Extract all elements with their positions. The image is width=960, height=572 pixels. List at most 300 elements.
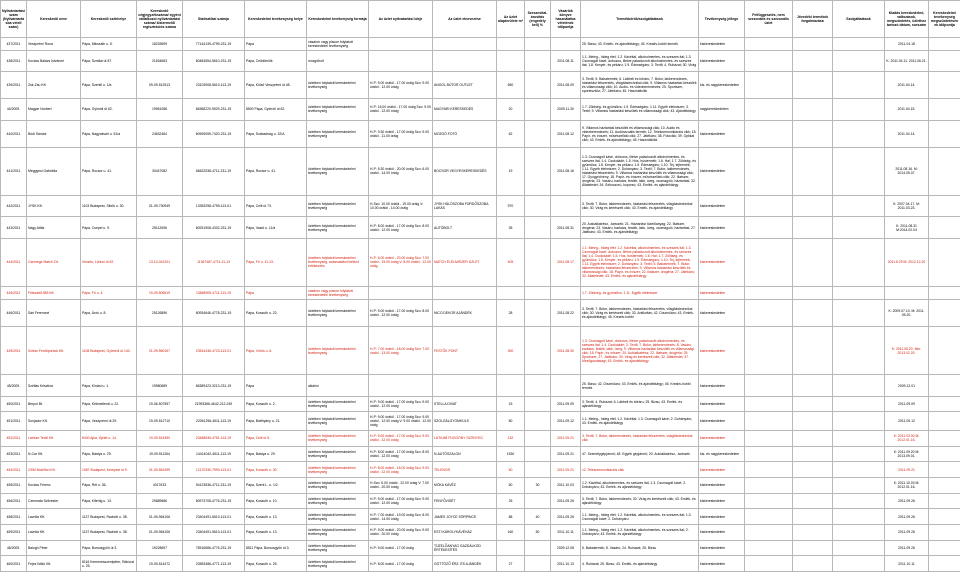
- table-cell: JAMES JOYCE SÖRPINCE: [433, 509, 497, 525]
- table-cell: Bódi Sándor: [27, 120, 81, 147]
- table-cell: H-P: 8.00 órától - 17.00 óráig Szo: 8.00 órától - 12.00 óráig: [369, 446, 433, 462]
- table-cell: 25. Bizsu; 42. Díszműáru; 43. Emlék- és ajándéktárgy; 45. Kreatív-hobbi termék: [581, 375, 699, 396]
- table-cell: [433, 38, 497, 51]
- table-cell: 444/2011: [1, 238, 27, 286]
- table-row: [1, 396, 960, 412]
- col-header: Kereskedő neve: [27, 1, 81, 38]
- table-cell: TÜZELŐANYAG GAZDÁLKOD ÉRTÉKESÍTÉS: [433, 540, 497, 556]
- table-cell: Széllás Krisztina: [27, 375, 81, 396]
- table-cell: 25: [497, 493, 525, 509]
- table-cell: [793, 493, 833, 509]
- table-cell: 2011.04.18: [885, 38, 929, 51]
- table-cell: Pápa, Gyimóti út 62.: [81, 99, 137, 120]
- table-cell: 01-09-964106: [137, 509, 183, 525]
- col-header: Felfüggesztés, nem szezonális és szezonális üzlet: [745, 1, 793, 38]
- table-cell: Pápa, Kinizsi u. 1.: [81, 375, 137, 396]
- table-cell: [525, 299, 551, 326]
- table-cell: H-P: 9.30 órától - 17.00 óráig Szo: 9.00 órától - 11.00 óráig: [369, 120, 433, 147]
- table-cell: [369, 287, 433, 300]
- table-cell: [833, 493, 885, 509]
- table-cell: [745, 493, 793, 509]
- table-cell: Pápa, Vasút u. 11/a: [245, 217, 307, 238]
- table-cell: 970: [497, 196, 525, 217]
- table-cell: Pápa, Szabadság u. 32/A: [245, 120, 307, 147]
- table-cell: kiskereskedelem: [699, 477, 745, 493]
- table-cell: kis- és nagykereskedelem: [699, 72, 745, 99]
- table-cell: 75516686-4776-231-19: [183, 540, 245, 556]
- table-cell: Lavnita Kft.: [27, 509, 81, 525]
- table-cell: 437/2011: [1, 38, 27, 51]
- table-cell: [525, 287, 551, 300]
- table-cell: [929, 430, 960, 446]
- table-cell: [929, 477, 960, 493]
- table-cell: 439/2011: [1, 72, 27, 99]
- table-cell: 13668905-4711-113-19: [183, 287, 245, 300]
- table-cell: 24632484: [137, 120, 183, 147]
- col-header: Nyilvántartási szám (Nyilvántartásba vételi szám): [1, 1, 27, 38]
- table-cell: 2011.10.13: [551, 556, 581, 572]
- table-cell: kiskereskedelem: [699, 287, 745, 300]
- table-cell: [497, 540, 525, 556]
- table-cell: Sziesz Ferdőpontok Kft.: [27, 327, 81, 375]
- table-cell: 23468636-4751-113-19: [183, 430, 245, 446]
- table-cell: 8511 Pápa, Borsosgyőri út 3.: [245, 540, 307, 556]
- table-cell: H-P: 9.00 órától - 17.00 óráig Szo: 9.00 órától - 12.00 óráig: [369, 493, 433, 509]
- table-cell: [793, 446, 833, 462]
- table-cell: [929, 147, 960, 195]
- table-cell: [551, 287, 581, 300]
- table-cell: [793, 72, 833, 99]
- table-cell: 300: [497, 327, 525, 375]
- table-cell: [929, 287, 960, 300]
- table-cell: [497, 375, 525, 396]
- table-cell: [833, 462, 885, 478]
- table-row: [1, 217, 960, 238]
- table-cell: [833, 217, 885, 238]
- table-cell: [497, 50, 525, 71]
- table-cell: 27: [497, 556, 525, 572]
- table-cell: [745, 299, 793, 326]
- table-row: [1, 412, 960, 431]
- table-cell: [433, 287, 497, 300]
- table-cell: 25112696: [137, 217, 183, 238]
- table-cell: 35: [497, 217, 525, 238]
- table-cell: [833, 446, 885, 462]
- table-cell: H-P: 5.30 órától - 20.00 óráig Szo: 6.00 órától - 14.00 óráig: [369, 147, 433, 195]
- table-cell: [793, 396, 833, 412]
- table-cell: [833, 477, 885, 493]
- table-cell: 77144139-4799-231-19: [183, 38, 245, 51]
- col-header: Termékkörök/szolgáltatások: [581, 1, 699, 38]
- table-cell: [833, 99, 885, 120]
- table-cell: Pápa, Kossuth u. 30.: [245, 462, 307, 478]
- table-cell: 1103 Budapest, Sibrik u. 30.: [81, 196, 137, 217]
- table-cell: [929, 99, 960, 120]
- header-row: [1, 1, 960, 38]
- table-cell: Pápa, Celldömölk: [245, 50, 307, 71]
- table-cell: üzletben folytatott kereskedelmi tevékenység: [307, 72, 369, 99]
- table-cell: 4. Ruházat; 25. Bizsu; 43. Emlék- és ajándéktárgy: [581, 556, 699, 572]
- table-cell: 8500 Pápa, Gyimóti út 62.: [245, 99, 307, 120]
- col-header: Kereskedelmi tevékenység helye: [245, 1, 307, 38]
- table-cell: [833, 196, 885, 217]
- table-cell: kiskereskedelem: [699, 462, 745, 478]
- table-cell: [745, 540, 793, 556]
- table-cell: üzletben folytatott kereskedelmi tevékenység: [307, 147, 369, 195]
- col-header: Szolgáltatások: [833, 1, 885, 38]
- table-cell: 19: [497, 147, 525, 195]
- table-cell: [745, 120, 793, 147]
- table-row: [1, 38, 960, 51]
- table-cell: Kovács Ferenc: [27, 477, 81, 493]
- table-cell: 19-09-506519: [137, 287, 183, 300]
- table-cell: 62: [497, 120, 525, 147]
- table-cell: JYSK HÁLÓSZOBA FÜRDŐSZOBA LAKÁS: [433, 196, 497, 217]
- table-row: [1, 99, 960, 120]
- table-cell: üzletben folytatott kereskedelmi tevékenység: [307, 327, 369, 375]
- table-cell: ANGOL BÚTOR OUTLET: [433, 72, 497, 99]
- table-cell: N-AUTÓSZALON: [433, 446, 497, 462]
- table-cell: Pápa, Szmilai út 87.: [81, 50, 137, 71]
- table-cell: 12170330-7990-113-01: [183, 462, 245, 478]
- table-row: [1, 327, 960, 375]
- table-cell: 46/2009.: [1, 540, 27, 556]
- table-cell: 01-09-960157: [137, 327, 183, 375]
- table-row: [1, 524, 960, 540]
- table-cell: K: 2011.10.03 M: 2012.01.16.: [885, 477, 929, 493]
- table-cell: [793, 462, 833, 478]
- table-cell: kiskereskedelem: [699, 238, 745, 286]
- table-cell: 13353298-4759-113-01: [183, 196, 245, 217]
- table-cell: 5. Babatermék; 8. Vasáru; 24. Ruházat; 25. Bizsu: [581, 540, 699, 556]
- table-cell: [525, 38, 551, 51]
- table-cell: [525, 462, 551, 478]
- table-cell: nagykereskedelem: [699, 99, 745, 120]
- table-cell: kiskereskedelem: [699, 120, 745, 147]
- table-cell: [525, 493, 551, 509]
- table-cell: [551, 38, 581, 51]
- table-cell: 2011.10.03: [551, 477, 581, 493]
- table-cell: K: 2011.05.20. Mm: 2013.02.20.: [885, 327, 929, 375]
- table-cell: [745, 99, 793, 120]
- table-cell: kis- és nagykereskedelem: [699, 446, 745, 462]
- table-cell: [369, 38, 433, 51]
- table-cell: alkalmi: [307, 375, 369, 396]
- table-row: [1, 287, 960, 300]
- table-cell: 50: [497, 462, 525, 478]
- table-cell: [929, 524, 960, 540]
- table-cell: 160: [497, 524, 525, 540]
- table-cell: 60973708-4776-231-19: [183, 493, 245, 509]
- table-cell: BOCSOR VEGYESKERESKEDÉS: [433, 147, 497, 195]
- table-cell: 3. Textil; 7. Bútor, lakberendezés, háztartási felszerelés, világítástechnikai cikk: [581, 430, 699, 446]
- col-header: Vásárlók könyve használatba vételének időpontja: [551, 1, 581, 38]
- table-cell: Csemege Match Zrt.: [27, 238, 81, 286]
- table-cell: [929, 540, 960, 556]
- table-cell: 1108 Budapest, Gyömrői út 140.: [81, 327, 137, 375]
- table-cell: [929, 120, 960, 147]
- table-cell: [551, 375, 581, 396]
- table-cell: H-P: 8.00 órától - 17.00 óráig: [369, 556, 433, 572]
- table-cell: 23553486-4771-113-19: [183, 556, 245, 572]
- table-cell: Pápa, Kossuth u. 2.: [245, 396, 307, 412]
- table-cell: JYSK Kft.: [27, 196, 81, 217]
- table-cell: 451/2011: [1, 412, 27, 431]
- table-cell: ESTI KÁROLYKÁVÉHÁZ: [433, 524, 497, 540]
- table-cell: [433, 375, 497, 396]
- table-cell: [929, 196, 960, 217]
- table-cell: 2009.11.30: [551, 99, 581, 120]
- table-cell: [745, 72, 793, 99]
- table-cell: [745, 217, 793, 238]
- table-cell: Pápa, Kékmetlerdi u. 22.: [81, 396, 137, 412]
- table-cell: [525, 217, 551, 238]
- table-row: [1, 72, 960, 99]
- table-cell: [497, 287, 525, 300]
- table-cell: 23404491-5610-113-01: [183, 524, 245, 540]
- table-cell: [793, 540, 833, 556]
- table-cell: [833, 72, 885, 99]
- table-cell: NICO DEKOR AJÁNDÉK: [433, 299, 497, 326]
- table-cell: [525, 412, 551, 431]
- table-cell: 60931908-4332-231-19: [183, 217, 245, 238]
- table-cell: Fritsvadi1983 Kft.: [27, 287, 81, 300]
- table-cell: [497, 38, 525, 51]
- table-cell: kiskereskedelem: [699, 524, 745, 540]
- col-header: Az üzlet nyitvatartási ideje: [369, 1, 433, 38]
- table-cell: [929, 412, 960, 431]
- table-cell: kiskereskedelem: [699, 540, 745, 556]
- table-cell: 2011.09.21: [885, 462, 929, 478]
- table-cell: 459/2011: [1, 524, 27, 540]
- table-cell: MATCH ÉLELMISZER ÜZLET: [433, 238, 497, 286]
- table-cell: 22061256-4511-113-19: [183, 412, 245, 431]
- table-cell: MÓKA KÁVÉZ: [433, 477, 497, 493]
- table-cell: 2011.08.12: [551, 120, 581, 147]
- table-cell: 8400 Ajka, Újélet u. 14.: [81, 430, 137, 446]
- table-cell: 405: [497, 238, 525, 286]
- table-cell: [929, 375, 960, 396]
- table-cell: 28: [497, 299, 525, 326]
- table-row: [1, 196, 960, 217]
- table-cell: 1.3. Csomagolt kávé, dobozos, illetve palackozott alkoholmentes- és szeszes ital; 1.4. Csokoládé; 3. Textil; 7. Bútor, lakberendezés; 8. Vasáru, barkács, festék, lakk, üveg; 9. Villamos háztartási készülék és villamossági cikk; 18. Papír- és írószer; 20. Autóalkatrész; 22. Illatszer, drogéria; 25. Sportszer; 27. Játékáru; 30. Virág és kertészeti cikk; 32. Állateledel; 37. Mezőgazdasági; 43. Emlék- és ajándéktárgy: [581, 327, 699, 375]
- table-cell: 60905059-7420-231-19: [183, 120, 245, 147]
- table-cell: [745, 524, 793, 540]
- table-cell: [551, 196, 581, 217]
- table-cell: Pápa, Bástya u. 29.: [245, 446, 307, 462]
- table-cell: 54123536-4711-231-19: [183, 477, 245, 493]
- table-cell: [929, 556, 960, 572]
- table-cell: 13-10-041201: [137, 238, 183, 286]
- table-cell: üzletben folytatott kereskedelmi tevékenység: [307, 217, 369, 238]
- table-cell: 3. Textil; 7. Bútor, lakberendezés, háztartási felszerelés, világítástechnikai cikk; 30. Virág és kertészeti cikk; 33. Antikvitás; 42. Díszműáru; 43. Emlék- és ajándéktárgy; 45. Kreatív-hobbi: [581, 299, 699, 326]
- table-cell: [745, 446, 793, 462]
- table-cell: Pápa, Mikszáth u. 5.: [81, 38, 137, 51]
- table-cell: [793, 327, 833, 375]
- table-cell: K: 2011.04.11. 2011.06.21.: [885, 50, 929, 71]
- table-cell: 2011.10.11: [885, 556, 929, 572]
- table-cell: 09-09-512513: [137, 72, 183, 99]
- table-cell: K: 2009.07.10. M: 2011. 05.20.: [885, 299, 929, 326]
- table-row: [1, 509, 960, 525]
- table-cell: üzletben folytatott kereskedelmi tevékenység: [307, 412, 369, 431]
- table-cell: 1137 Budapest, Radnóti u. 38.: [81, 509, 137, 525]
- table-cell: Pápa, Csepel u. 9.: [81, 217, 137, 238]
- table-cell: 30: [525, 477, 551, 493]
- table-cell: 2011.09.26: [885, 493, 929, 509]
- table-cell: K: 2011.08.31 M:2014.02.04: [885, 217, 929, 238]
- table-cell: H-Szo: 6.00 órától - 22.00 óráig V: 7.00 órától - 20.00 óráig: [369, 477, 433, 493]
- table-cell: 1.7. Zöldség- és gyümölcs; 1.9. Édességáru; 1.11. Egyéb élelmiszer; 3. Textil; 9. Villamos háztartási készülék és villamossági cikk; 43. Ajándéktárgy: [581, 99, 699, 120]
- table-cell: FESTŐK PONT: [433, 327, 497, 375]
- table-cell: K: 2011.03.00 M: 2012.01.16.: [885, 430, 929, 446]
- table-cell: üzletben folytatott kereskedelmi tevékenység: [307, 556, 369, 572]
- table-cell: H-P: 7.00 órától - 18.00 óráig Szo: 7.00 órától - 13.00 óráig: [369, 327, 433, 375]
- table-cell: 1.1. Meleg-, hideg étel; 1.2. Kávéital; 1.3. Csomagolt kávé; 2. Dohányáru; 43. Emlék- és ajándéktárgy: [581, 412, 699, 431]
- table-cell: Magyar Norbert: [27, 99, 81, 120]
- table-cell: 4017633: [137, 477, 183, 493]
- table-cell: [525, 327, 551, 375]
- table-cell: [793, 50, 833, 71]
- table-cell: 2011.09.21: [551, 446, 581, 462]
- table-cell: H-P: 9.00 órától - 17.00 óráig Szo: 9.00 órától - 12.00 óráig: [369, 430, 433, 446]
- table-cell: kiskereskedelem: [699, 509, 745, 525]
- table-cell: Pápa, Kossuth u. 25.: [245, 556, 307, 572]
- table-cell: 2011.09.26: [885, 524, 929, 540]
- table-cell: 47. Személygépjármű; 48. Egyéb gépjármű; 20. Autóalkatrész, -tartozék: [581, 446, 699, 462]
- table-cell: 30447082: [137, 147, 183, 195]
- table-cell: [929, 299, 960, 326]
- table-cell: MOZGÓ FOTÓ: [433, 120, 497, 147]
- table-cell: [745, 287, 793, 300]
- table-cell: Pápa, Szent L. u. 1/2.: [245, 477, 307, 493]
- table-cell: Nagy Attila: [27, 217, 81, 238]
- table-cell: 2011.04.15.: [885, 99, 929, 120]
- table-cell: 19-09-514472: [137, 556, 183, 572]
- table-cell: 60484554-5610-231-19: [183, 50, 245, 71]
- table-cell: [833, 524, 885, 540]
- table-cell: [745, 477, 793, 493]
- table-cell: [833, 540, 885, 556]
- table-cell: 21993366-4642-212-249: [183, 396, 245, 412]
- table-cell: 3. Textil; 5. Babatermék; 6. Lábbeli és bőráru; 7. Bútor, lakberendezés, háztartási felszerelés, világítástechnikai cikk; 9. Villamos háztartási készülék és villamossági cikk; 10. Audio- és videoberendezés; 25. Sportszer, sporteszköz; 27. Játékáru; 45. Használtcikk: [581, 72, 699, 99]
- table-cell: Pápa, Kossuth u. 22.: [245, 299, 307, 326]
- table-cell: kiskereskedelem: [699, 196, 745, 217]
- table-cell: 8116 Kemenesszentpéter, Rákóczi u. 25.: [81, 556, 137, 572]
- table-cell: 3. Textil; 4. Ruházat; 6. Lábbeli és bőráru; 25. Bizsu; 43. Emlék- és ajándéktárgy: [581, 396, 699, 412]
- table-cell: 50: [497, 477, 525, 493]
- table-cell: [793, 524, 833, 540]
- table-cell: 14414042-4511-113-19: [183, 446, 245, 462]
- table-cell: Pápa, Fő u. 11-13.: [245, 238, 307, 286]
- table-cell: 60934646-4778-231-19: [183, 299, 245, 326]
- table-cell: 450/2011: [1, 396, 27, 412]
- table-cell: Pápa: [245, 375, 307, 396]
- table-cell: üzletben folytatott kereskedelmi tevékenység: [307, 99, 369, 120]
- table-cell: 2011.09.26: [551, 509, 581, 525]
- table-cell: [745, 238, 793, 286]
- table-cell: 1.1. Meleg-, hideg étel; 1.2. Kávéital, alkoholmentes- és szeszes ital; 1.3. Csomagolt kávé, dobozos, illetve palackozott alkoholmentes- és szeszes ital; 1.8. Kenyér- és pékáru; 1.9. Édességáru; 3. Textil; 4. Ruházat; 30. Virág: [581, 50, 699, 71]
- table-cell: [793, 556, 833, 572]
- table-cell: [833, 375, 885, 396]
- table-cell: 01-09-561499: [137, 462, 183, 478]
- table-cell: 25126896: [137, 299, 183, 326]
- table-cell: [833, 509, 885, 525]
- table-cell: üzletben folytatott kereskedelmi tevékenység: [307, 493, 369, 509]
- table-cell: 1137 Budapest, Radnóti u. 38.: [81, 524, 137, 540]
- table-cell: [525, 72, 551, 99]
- table-cell: 50: [525, 524, 551, 540]
- table-cell: [793, 299, 833, 326]
- table-cell: Pápa, Vörös u. 6.: [245, 327, 307, 375]
- table-cell: [793, 217, 833, 238]
- table-cell: Sonjador Kft.: [27, 412, 81, 431]
- table-cell: N-Car Kft.: [27, 446, 81, 462]
- col-header: Szeszesital-árusítás (engedély kell) %: [525, 1, 551, 38]
- table-cell: 452/2011: [1, 430, 27, 446]
- table-cell: vásáron vagy piacon folytatott kereskedelmi tevékenység: [307, 38, 369, 51]
- table-cell: [833, 396, 885, 412]
- table-cell: Pápa, Celli út 5.: [245, 430, 307, 446]
- table-cell: 88: [497, 509, 525, 525]
- table-cell: [833, 430, 885, 446]
- table-cell: [745, 38, 793, 51]
- table-cell: 2011.09.21: [551, 462, 581, 478]
- table-cell: Pápa, Rocsor u. 41.: [245, 147, 307, 195]
- table-cell: [745, 462, 793, 478]
- table-cell: üzletben folytatott kereskedelmi tevékenység: [307, 462, 369, 478]
- table-cell: üzletben folytatott kereskedelmi tevékenység: [307, 477, 369, 493]
- table-cell: 2009.12.01: [885, 375, 929, 396]
- table-cell: 44/2009.: [1, 99, 27, 120]
- table-cell: 20: [497, 99, 525, 120]
- table-cell: üzletben folytatott kereskedelmi tevékenység: [307, 196, 369, 217]
- table-cell: [793, 99, 833, 120]
- table-cell: [793, 196, 833, 217]
- table-cell: 11367487-4711-11-13: [183, 238, 245, 286]
- table-cell: 45/2009.: [1, 375, 27, 396]
- table-cell: SZOLGÁLGYOMKÜLS: [433, 412, 497, 431]
- table-cell: 19-09-511264: [137, 446, 183, 462]
- table-cell: AUTÓBOLT: [433, 217, 497, 238]
- table-cell: [929, 462, 960, 478]
- table-cell: kiskereskedelem: [699, 412, 745, 431]
- table-cell: 01-09-730949: [137, 196, 183, 217]
- table-cell: 445/2011: [1, 287, 27, 300]
- col-header: Kereskedelmi tevékenység megszüntetésének időpontja: [929, 1, 960, 38]
- table-cell: [793, 238, 833, 286]
- table-cell: [745, 396, 793, 412]
- table-cell: 2011.08.17: [551, 238, 581, 286]
- col-header: Az üzlet alapterülete m²: [497, 1, 525, 38]
- table-cell: 20. Autóalkatrész, -tartozék; 21. Háztartási tüzelőanyag; 22. Illatszer, drogéria; 23. Vasáru, barkács, festék, lakk, üveg, csomagoló, háztartási; 27. Játékáru; 43. Emlék- és ajándéktárgy: [581, 217, 699, 238]
- table-cell: FENYŐVISÉT: [433, 493, 497, 509]
- table-cell: üzletben folytatott kereskedelmi tevékenység: [307, 299, 369, 326]
- table-cell: [745, 50, 793, 71]
- table-cell: [525, 99, 551, 120]
- table-cell: H-P: 9.00 órától - 17.00 óráig: [369, 540, 433, 556]
- table-cell: [929, 396, 960, 412]
- table-cell: Meggyesi Gabriella: [27, 147, 81, 195]
- table-cell: H-Szo: 10.00 órától - 19.00 óráig V: 10.00 órától - 14.00 óráig: [369, 196, 433, 217]
- table-cell: 458/2011: [1, 509, 27, 525]
- table-cell: [929, 238, 960, 286]
- table-cell: [929, 509, 960, 525]
- table-cell: üzletben folytatott kereskedelmi tevékenység: [307, 524, 369, 540]
- table-cell: 453/2011: [1, 446, 27, 462]
- table-cell: üzletben folytatott kereskedelmi tevékenység: [307, 430, 369, 446]
- table-cell: [433, 50, 497, 71]
